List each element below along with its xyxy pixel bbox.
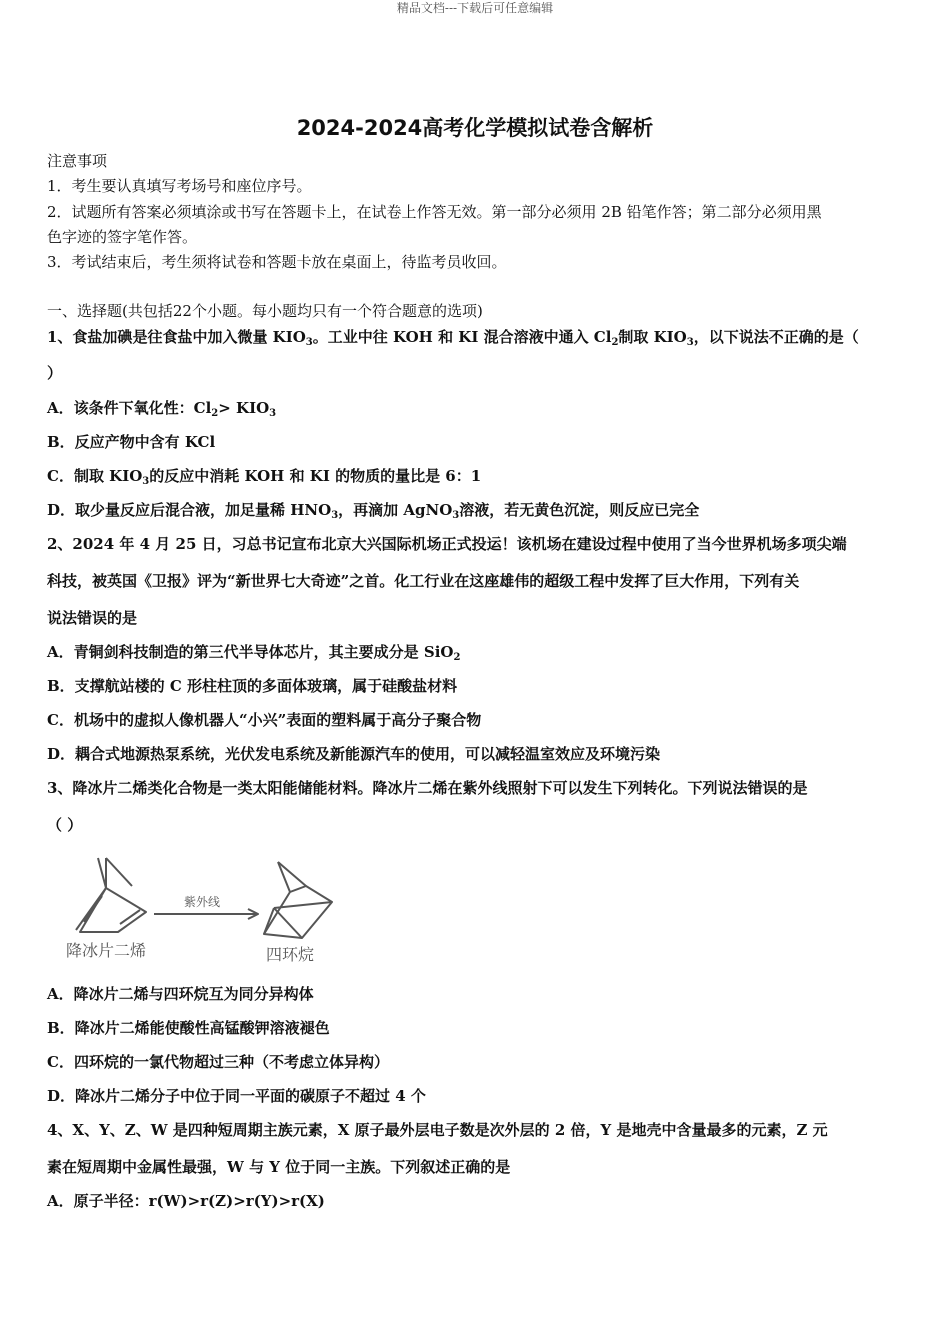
q3-stem-line2: （ ） [47, 816, 83, 834]
norbornadiene-quadricyclane-diagram [56, 852, 346, 972]
page-header: 精品文档---下载后可任意编辑 [396, 1, 554, 15]
q1-option-b: B．反应产物中含有 KCl [47, 433, 216, 451]
q1-option-d: D．取少量反应后混合液，加足量稀 $HNO_3$，再滴加 AgNO$_3$溶液，若无黄色沉淀，则反应已完全 [47, 501, 700, 521]
q2-option-a: A．青铜剑科技制造的第三代半导体芯片，其主要成分是 SiO$_2$ [47, 643, 461, 663]
q1-stem-cont: ） [47, 364, 63, 382]
notice-item-2: 2．试题所有答案必须填涂或书写在答题卡上，在试卷上作答无效。第一部分必须用 2B 铅笔作答；第二部分必须用黑 [47, 203, 822, 221]
section-heading: 一、选择题(共包括22个小题。每小题均只有一个符合题意的选项) [47, 302, 483, 320]
page-title: 2024-2024高考化学模拟试卷含解析 [296, 116, 654, 140]
q3-stem-line1: 3、降冰片二烯类化合物是一类太阳能储能材料。降冰片二烯在紫外线照射下可以发生下列转化。下列说法错误的是 [47, 779, 808, 797]
q4-stem-line2: 素在短周期中金属性最强，W 与 Y 位于同一主族。下列叙述正确的是 [47, 1158, 511, 1176]
q2-option-c: C．机场中的虚拟人像机器人“小兴”表面的塑料属于高分子聚合物 [47, 711, 482, 729]
q4-stem-line1: 4、X、Y、Z、W 是四种短周期主族元素，X 原子最外层电子数是次外层的 2 倍，Y 是地壳中含量最多的元素，Z 元 [47, 1121, 828, 1139]
q4-option-a: A．原子半径：r(W)>r(Z)>r(Y)>r(X) [47, 1192, 325, 1210]
q1-option-a: A．该条件下氧化性：$Cl_2> KIO_3$ [47, 399, 277, 419]
q1-stem: 1、食盐加碘是往食盐中加入微量 $KIO_3$。工业中往 KOH 和 KI 混合溶液中通入 $Cl_2$制取 $KIO_3$，以下说法不正确的是（ [47, 328, 859, 348]
figure-left-label: 降冰片二烯 [66, 941, 147, 960]
q2-stem-line2: 科技，被英国《卫报》评为“新世界七大奇迹”之首。化工行业在这座雄伟的超级工程中发挥了巨大作用，下列有关 [47, 572, 800, 590]
figure-arrow-label: 紫外线 [184, 895, 221, 909]
quadricyclane-structure [264, 862, 332, 938]
notice-heading: 注意事项 [47, 152, 108, 170]
q2-stem-line1: 2、2024 年 4 月 25 日，习总书记宣布北京大兴国际机场正式投运！该机场在建设过程中使用了当今世界机场多项尖端 [47, 535, 847, 553]
q2-stem-line3: 说法错误的是 [47, 609, 138, 627]
q2-option-b: B．支撑航站楼的 C 形柱柱顶的多面体玻璃，属于硅酸盐材料 [47, 677, 458, 695]
q3-option-b: B．降冰片二烯能使酸性高锰酸钾溶液褪色 [47, 1019, 330, 1037]
q2-option-d: D．耦合式地源热泵系统，光伏发电系统及新能源汽车的使用，可以减轻温室效应及环境污染 [47, 745, 661, 763]
notice-item-3: 3．考试结束后，考生须将试卷和答题卡放在桌面上，待监考员收回。 [47, 253, 507, 271]
norbornadiene-structure [80, 858, 146, 932]
q3-option-a: A．降冰片二烯与四环烷互为同分异构体 [47, 985, 314, 1003]
notice-item-1: 1．考生要认真填写考场号和座位序号。 [47, 177, 312, 195]
notice-item-2-cont: 色字迹的签字笔作答。 [47, 228, 198, 246]
figure-right-label: 四环烷 [266, 945, 315, 964]
q1-option-c: C．制取 $KIO_3$的反应中消耗 KOH 和 KI 的物质的量比是 6：1 [47, 467, 482, 487]
q3-option-c: C．四环烷的一氯代物超过三种（不考虑立体异构） [47, 1053, 389, 1071]
reaction-figure [56, 852, 346, 972]
q3-option-d: D．降冰片二烯分子中位于同一平面的碳原子不超过 4 个 [47, 1087, 426, 1105]
